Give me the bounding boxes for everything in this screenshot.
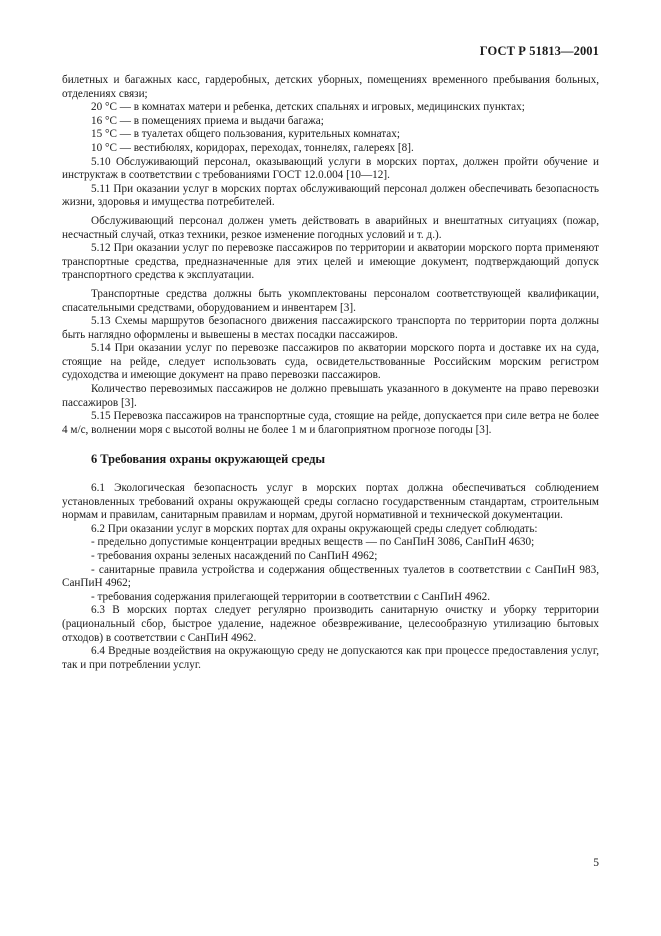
clause-6-1: 6.1 Экологическая безопасность услуг в морских портах должна обеспечиваться соблюдением установленных требований охраны окружающей среды согласно государственным стандартам, строительным нормам и правилам, санитарным правилам и нормам, другой нормативной и технической документации. [62,482,599,522]
temperature-item: 10 °С — вестибюлях, коридорах, переходах, тоннелях, галереях [8]. [91,141,414,154]
clause-6-4: 6.4 Вредные воздействия на окружающую среду не допускаются как при процессе предоставления услуг, так и при потреблении услуг. [62,645,599,671]
clause-6-2: 6.2 При оказании услуг в морских портах для охраны окружающей среды следует соблюдать: [91,522,538,535]
list-item: - предельно допустимые концентрации вредных веществ — по СанПиН 3086, СанПиН 4630; [91,536,535,549]
document-header: ГОСТ Р 51813—2001 [479,44,599,58]
temperature-item: 20 °С — в комнатах матери и ребенка, детских спальнях и игровых, медицинских пунктах; [91,101,525,114]
list-item: - санитарные правила устройства и содержания общественных туалетов в соответствии с СанПиН 983, СанПиН 4962; [62,563,599,590]
document-body [62,74,599,672]
section-heading: 6 Требования охраны окружающей среды [91,452,326,467]
clause-5-11: 5.11 При оказании услуг в морских портах обслуживающий персонал должен обеспечивать безопасность жизни, здоровья и имущества потребителей. [62,182,599,209]
clause-5-15: 5.15 Перевозка пассажиров на транспортные суда, стоящие на рейде, допускается при силе ветра не более 4 м/с, волнении моря с высотой волны не более 1 м и благоприятном прогнозе погоды [3]. [62,410,599,436]
page-number: 5 [593,857,599,869]
paragraph-continuation: билетных и багажных касс, гардеробных, детских уборных, помещениях временного пребывания больных, отделениях связи; [62,74,599,100]
clause-5-11-note: Обслуживающий персонал должен уметь действовать в аварийных и внештатных ситуациях (пожар, несчастный случай, отказ техники, резкое изменение погодных условий и т. д.). [62,214,599,241]
clause-5-10: 5.10 Обслуживающий персонал, оказывающий услуги в морских портах, должен пройти обучение и инструктаж в соответствии с требованиями ГОСТ 12.0.004 [10—12]. [62,155,599,182]
clause-5-14-note: Количество перевозимых пассажиров не должно превышать указанного в документе на право перевозки пассажиров [3]. [62,383,599,409]
list-item: - требования содержания прилегающей территории в соответствии с СанПиН 4962. [91,590,491,603]
clause-5-14: 5.14 При оказании услуг по перевозке пассажиров по акватории морского порта и доставке их на суда, стоящие на рейде, следует использовать суда, освидетельствованные Российским морским регистром судоходства и имеющие документ на право перевозки пассажиров. [62,342,599,382]
list-item: - требования охраны зеленых насаждений по СанПиН 4962; [91,550,378,562]
temperature-item: 16 °С — в помещениях приема и выдачи багажа; [91,114,324,127]
clause-5-13: 5.13 Схемы маршрутов безопасного движения пассажирского транспорта по территории порта должны быть наглядно оформлены и вывешены в местах посадки пассажиров. [62,315,599,341]
clause-5-12-note: Транспортные средства должны быть укомплектованы персоналом соответствующей квалификации, спасательными средствами, оборудованием и инвентарем [3]. [62,287,599,314]
clause-5-12: 5.12 При оказании услуг по перевозке пассажиров по территории и акватории морского порта применяют транспортные средства, предназначенные для этих целей и имеющие документ, подтверждающий допуск транспортного средства к эксплуатации. [62,242,599,282]
temperature-item: 15 °С — в туалетах общего пользования, курительных комнатах; [91,128,400,141]
clause-6-3: 6.3 В морских портах следует регулярно производить санитарную очистку и уборку территории (рациональный сбор, быстрое удаление, надежное обезвреживание, целесообразную утилизацию бытовых отходов) в соответствии с СанПиН 4962. [62,604,599,644]
